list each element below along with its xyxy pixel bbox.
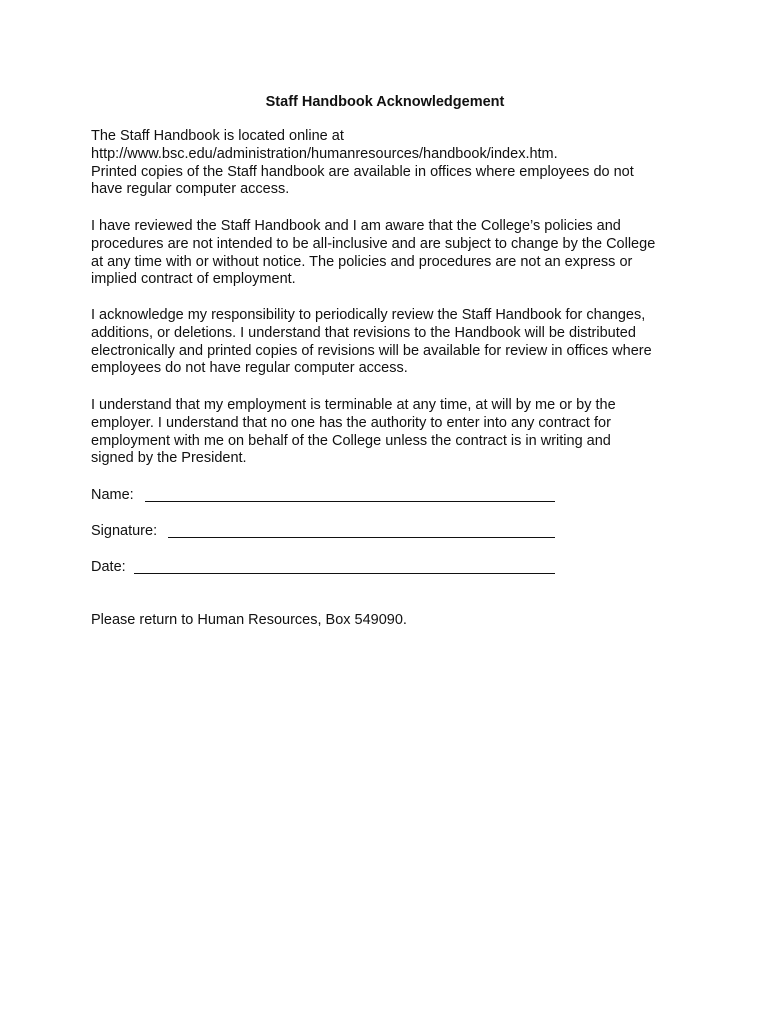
signature-label: Signature: bbox=[91, 523, 158, 539]
paragraph-line: additions, or deletions. I understand that revisions to the Handbook will be distributed bbox=[91, 324, 636, 341]
paragraph-line: implied contract of employment. bbox=[91, 271, 296, 288]
paragraph-line: employment with me on behalf of the College unless the contract is in writing and bbox=[91, 432, 611, 449]
paragraph-line: I understand that my employment is terminable at any time, at will by me or by the bbox=[91, 397, 616, 413]
paragraph-policies bbox=[91, 218, 691, 289]
paragraph-line: The Staff Handbook is located online at bbox=[91, 128, 344, 144]
return-note-text: Please return to Human Resources, Box 549090. bbox=[91, 612, 407, 628]
name-label: Name: bbox=[91, 487, 134, 503]
paragraph-responsibility bbox=[91, 307, 691, 378]
paragraph-line: Printed copies of the Staff handbook are available in offices where employees do not bbox=[91, 163, 634, 180]
date-label: Date: bbox=[91, 559, 126, 575]
paragraph-line: I have reviewed the Staff Handbook and I am aware that the College’s policies and bbox=[91, 218, 621, 234]
handbook-url: http://www.bsc.edu/administration/humanresources/handbook/index.htm. bbox=[91, 145, 558, 162]
return-note bbox=[91, 612, 691, 630]
paragraph-employment bbox=[91, 397, 691, 468]
paragraph-line: employees do not have regular computer access. bbox=[91, 360, 408, 377]
paragraph-line: at any time with or without notice. The policies and procedures are not an express or bbox=[91, 253, 633, 270]
paragraph-line: procedures are not intended to be all-inclusive and are subject to change by the College bbox=[91, 235, 656, 252]
name-field-row bbox=[91, 486, 134, 504]
paragraph-line: have regular computer access. bbox=[91, 181, 290, 198]
paragraph-line: electronically and printed copies of revisions will be available for review in offices where bbox=[91, 342, 652, 359]
paragraph-line: I acknowledge my responsibility to periodically review the Staff Handbook for changes, bbox=[91, 307, 646, 323]
paragraph-handbook-location bbox=[91, 128, 691, 199]
date-field[interactable] bbox=[134, 573, 555, 574]
date-field-row bbox=[91, 558, 126, 576]
paragraph-line: signed by the President. bbox=[91, 450, 247, 467]
signature-field[interactable] bbox=[168, 537, 555, 538]
name-field[interactable] bbox=[145, 501, 555, 502]
signature-field-row bbox=[91, 522, 157, 540]
document-title: Staff Handbook Acknowledgement bbox=[265, 94, 505, 110]
paragraph-line: employer. I understand that no one has the authority to enter into any contract for bbox=[91, 414, 611, 431]
